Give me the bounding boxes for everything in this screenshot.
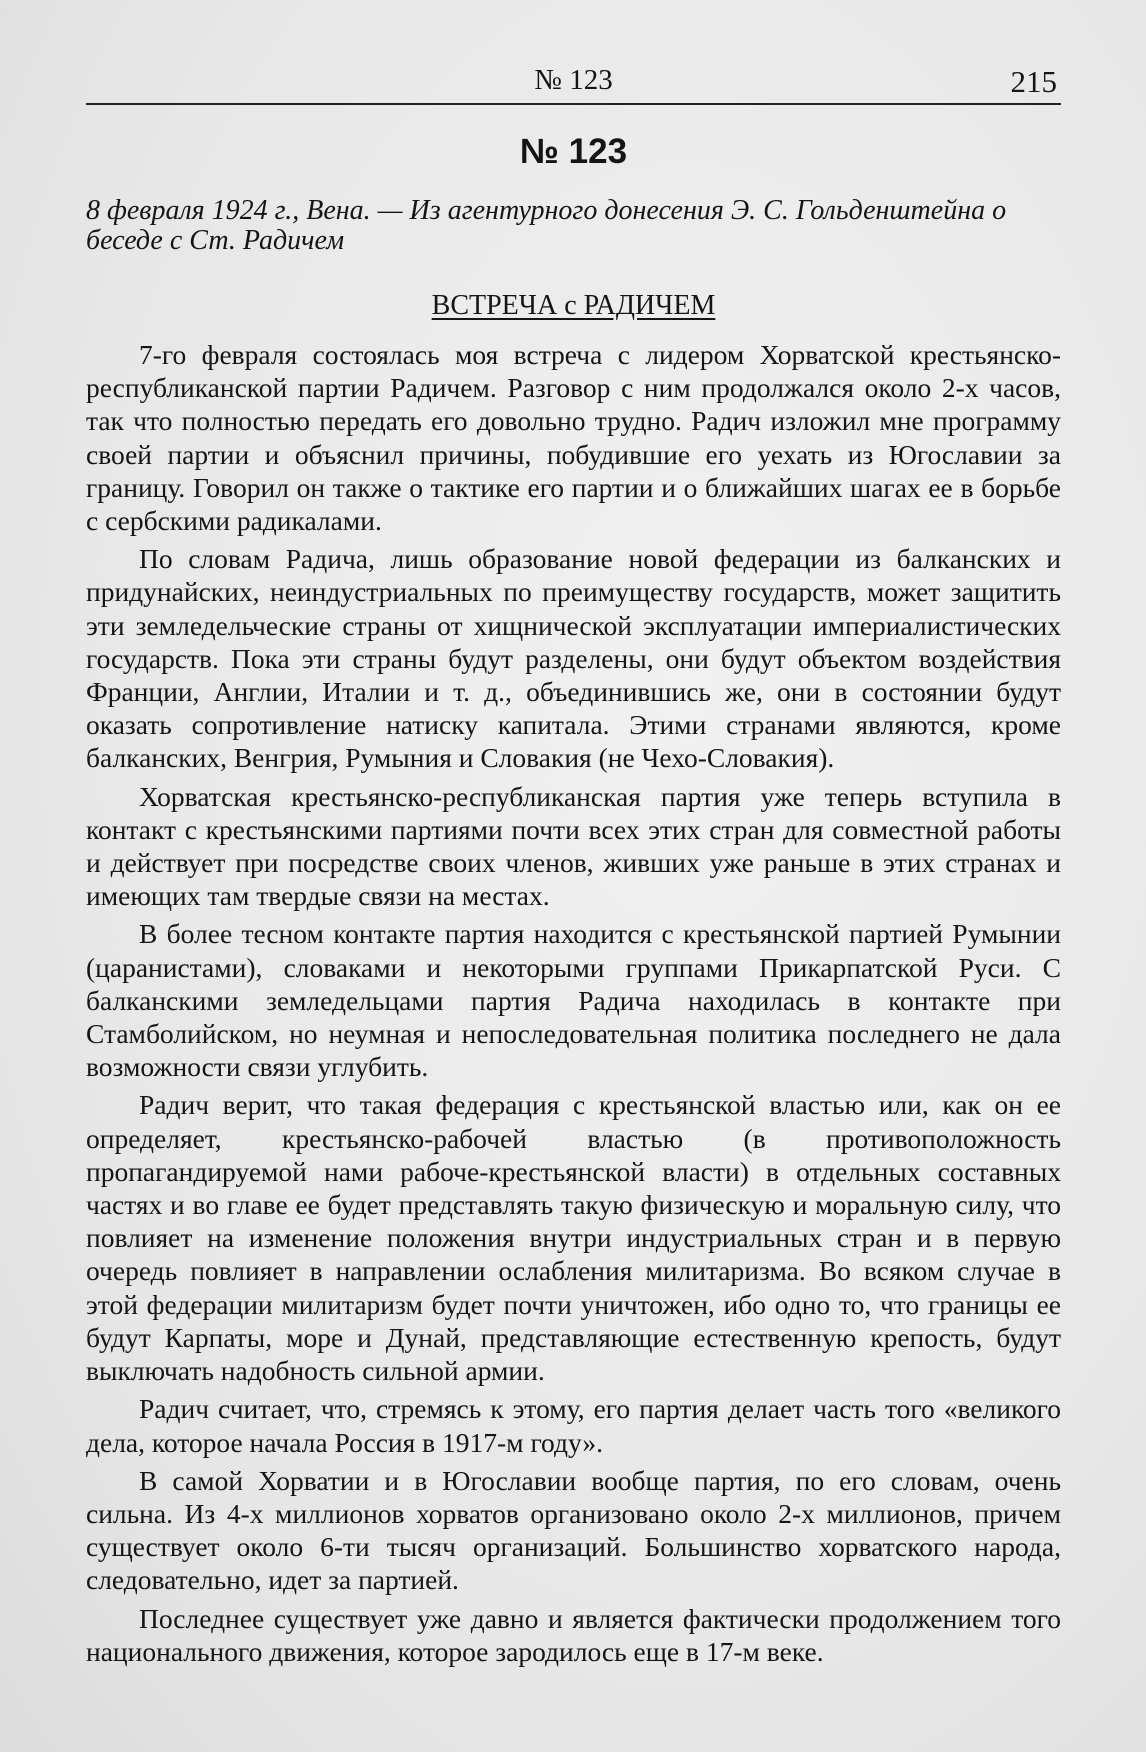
document-meta: 8 февраля 1924 г., Вена. — Из агентурного донесения Э. С. Гольденштейна о беседе с Ст. Радичем [86,195,1007,256]
paragraph: В более тесном контакте партия находится с крестьянской партией Румынии (царанистами), словаками и некоторыми группами Прикарпатской Руси. С балканскими земледельцами партия Радича находилась в контакте при Стамболийском, но неумная и непоследовательная политика последнего не дала возможности связи углубить. [86,918,1061,1083]
paragraph: Последнее существует уже давно и является фактически продолжением того национального движения, которое зародилось еще в 17-м веке. [86,1602,1061,1667]
paragraph: В самой Хорватии и в Югославии вообще партия, по его словам, очень сильна. Из 4-х миллионов хорватов организовано около 2-х миллионов, причем существует около 6-ти тысяч организаций. Большинство хорватского народа, следовательно, идет за партией. [86,1464,1061,1596]
document-number: № 123 [519,132,628,171]
header-rule [86,103,1061,105]
paragraph: По словам Радича, лишь образование новой федерации из балканских и придунайских, неиндустриальных по преимуществу государств, может защитить эти земледельческие страны от хищнической эксплуатации империалистических государств. Пока эти страны будут разделены, они будут объектом воздействия Франции, Англии, Италии и т. д., объединившись же, они в состоянии будут оказать сопротивление натиску капитала. Этими странами являются, кроме балканских, Венгрия, Румыния и Словакия (не Чехо-Словакия). [86,543,1061,774]
running-head [86,60,1061,100]
paragraph: 7-го февраля состоялась моя встреча с лидером Хорватской крестьянско-республиканской партии Радичем. Разговор с ним продолжался около 2-х часов, так что полностью передать его довольно трудно. Радич изложил мне программу своей партии и объяснил причины, побудившие его уехать из Югославии за границу. Говорил он также о тактике его партии и о ближайших шагах ее в борьбе с сербскими радикалами. [86,339,1061,537]
paragraph: Радич верит, что такая федерация с крестьянской властью или, как он ее определяет, крестьянско-рабочей властью (в противоположность пропагандируемой нами рабоче-крестьянской власти) в отдельных составных частях и во главе ее будет представлять такую физическую и моральную силу, что повлияет на изменение положения внутри индустриальных стран и в первую очередь повлияет в направлении ослабления милитаризма. Во всяком случае в этой федерации милитаризм будет почти уничтожен, ибо одно то, что границы ее будут Карпаты, море и Дунай, представляющие естественную крепость, будут выключать надобность сильной армии. [86,1089,1061,1387]
paragraph: Хорватская крестьянско-республиканская партия уже теперь вступила в контакт с крестьянскими партиями почти всех этих стран для совместной работы и действует при посредстве своих членов, живших уже раньше в этих странах и имеющих там твердые связи на местах. [86,780,1061,912]
document-heading-text: ВСТРЕЧА с РАДИЧЕМ [431,290,716,321]
running-head-document-number: № 123 [534,64,613,96]
paragraph: Радич считает, что, стремясь к этому, его партия делает часть того «великого дела, которое начала Россия в 1917-м году». [86,1393,1061,1458]
page-number: 215 [1010,64,1057,99]
body-text [86,338,1061,1673]
document-heading [86,290,1061,322]
